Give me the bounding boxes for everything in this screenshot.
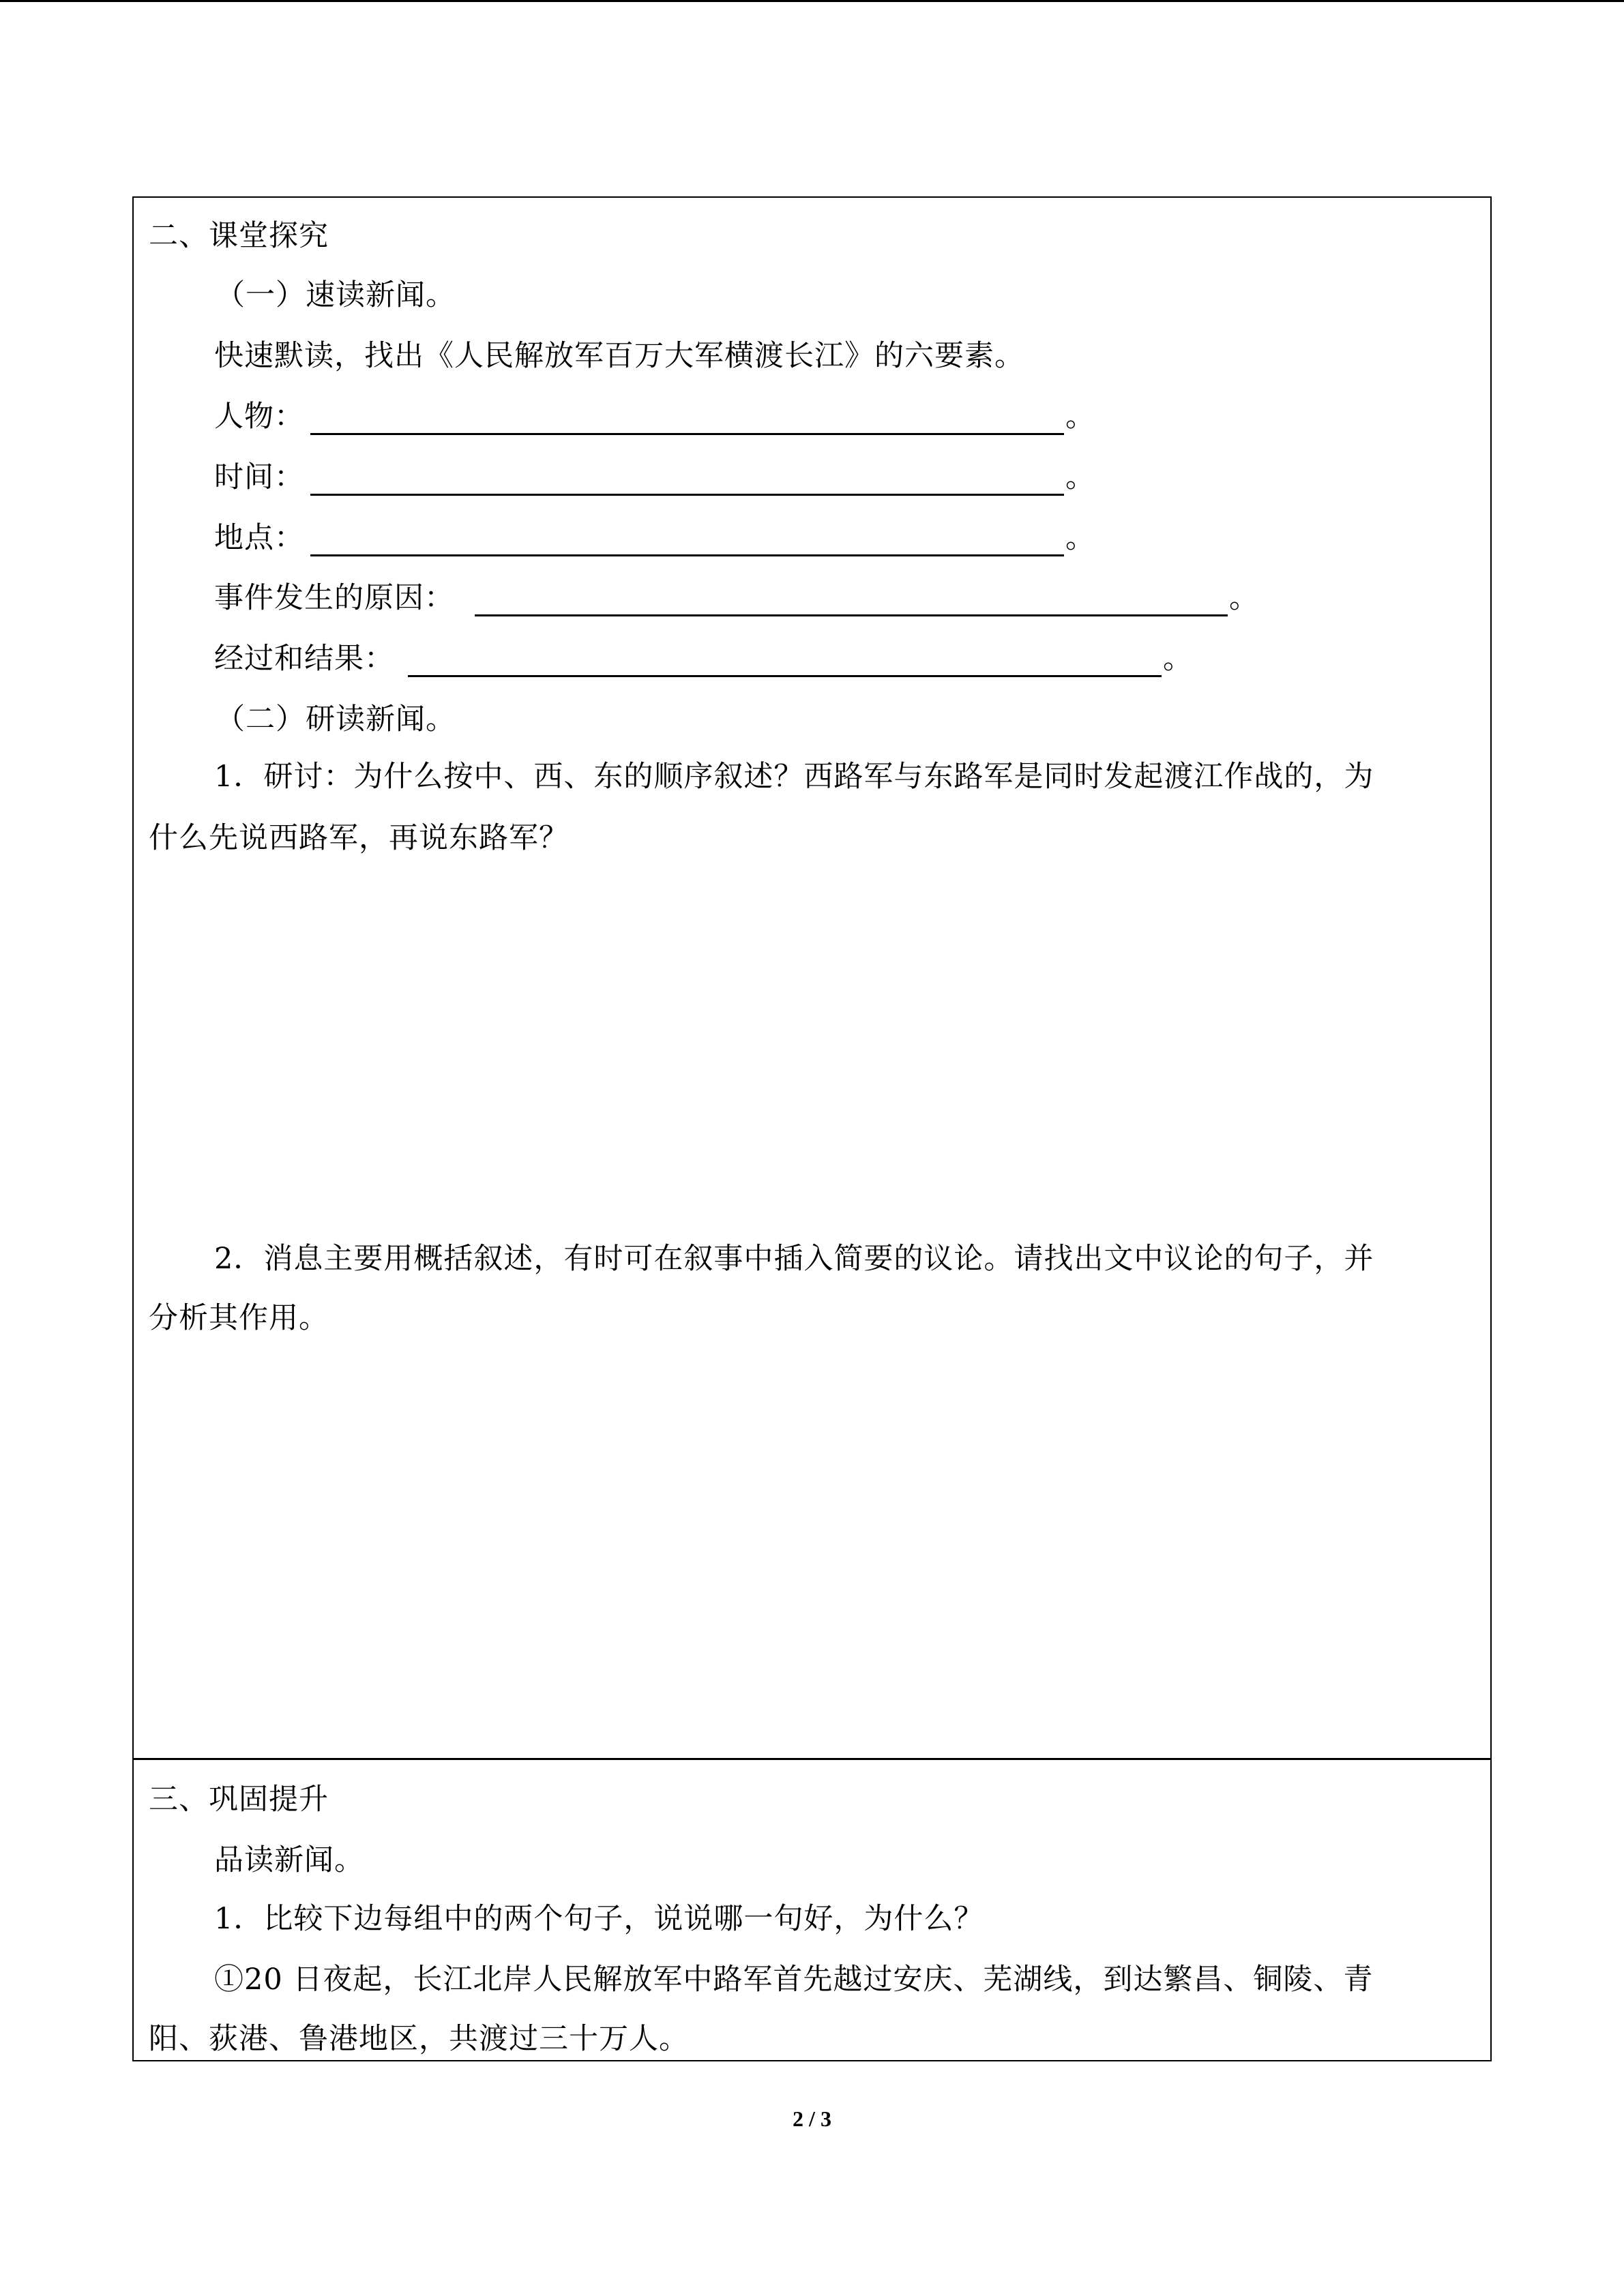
field-label-place: 地点： <box>214 521 304 555</box>
top-border-line <box>0 0 1624 2</box>
question1-line1: 1．研讨：为什么按中、西、东的顺序叙述？西路军与东路军是同时发起渡江作战的，为 <box>214 760 1374 794</box>
part1-instruction: 快速默读，找出《人民解放军百万大军横渡长江》的六要素。 <box>214 339 1024 373</box>
blank-cause[interactable] <box>475 614 1228 616</box>
field-end: 。 <box>1065 400 1095 434</box>
sentence1-line1: ①20 日夜起，长江北岸人民解放军中路军首先越过安庆、芜湖线，到达繁昌、铜陵、青 <box>214 1963 1374 1997</box>
field-label-people: 人物： <box>214 400 304 434</box>
field-label-process: 经过和结果： <box>214 642 394 676</box>
blank-time[interactable] <box>310 494 1064 496</box>
section2-heading: 二、课堂探究 <box>149 219 329 253</box>
page-number: 2 / 3 <box>793 2106 831 2131</box>
question2-line2: 分析其作用。 <box>149 1301 329 1335</box>
field-end: 。 <box>1229 581 1259 615</box>
field-end: 。 <box>1065 460 1095 494</box>
section3-question1: 1．比较下边每组中的两个句子，说说哪一句好，为什么？ <box>214 1902 984 1936</box>
sentence1-line2: 阳、荻港、鲁港地区，共渡过三十万人。 <box>149 2022 689 2056</box>
table-row-divider <box>132 1758 1492 1760</box>
section3-subheading: 品读新闻。 <box>214 1843 364 1877</box>
worksheet-table <box>132 196 1492 2061</box>
blank-place[interactable] <box>310 554 1064 556</box>
blank-people[interactable] <box>310 433 1064 435</box>
field-label-cause: 事件发生的原因： <box>214 581 454 615</box>
field-end: 。 <box>1163 642 1193 676</box>
field-label-time: 时间： <box>214 460 304 494</box>
part2-heading: （二）研读新闻。 <box>216 702 456 736</box>
part1-heading: （一）速读新闻。 <box>216 278 456 312</box>
blank-process[interactable] <box>408 675 1162 677</box>
question1-line2: 什么先说西路军，再说东路军？ <box>149 821 569 855</box>
field-end: 。 <box>1065 521 1095 555</box>
question2-line1: 2．消息主要用概括叙述，有时可在叙事中插入简要的议论。请找出文中议论的句子，并 <box>214 1242 1374 1276</box>
section3-heading: 三、巩固提升 <box>149 1783 329 1817</box>
